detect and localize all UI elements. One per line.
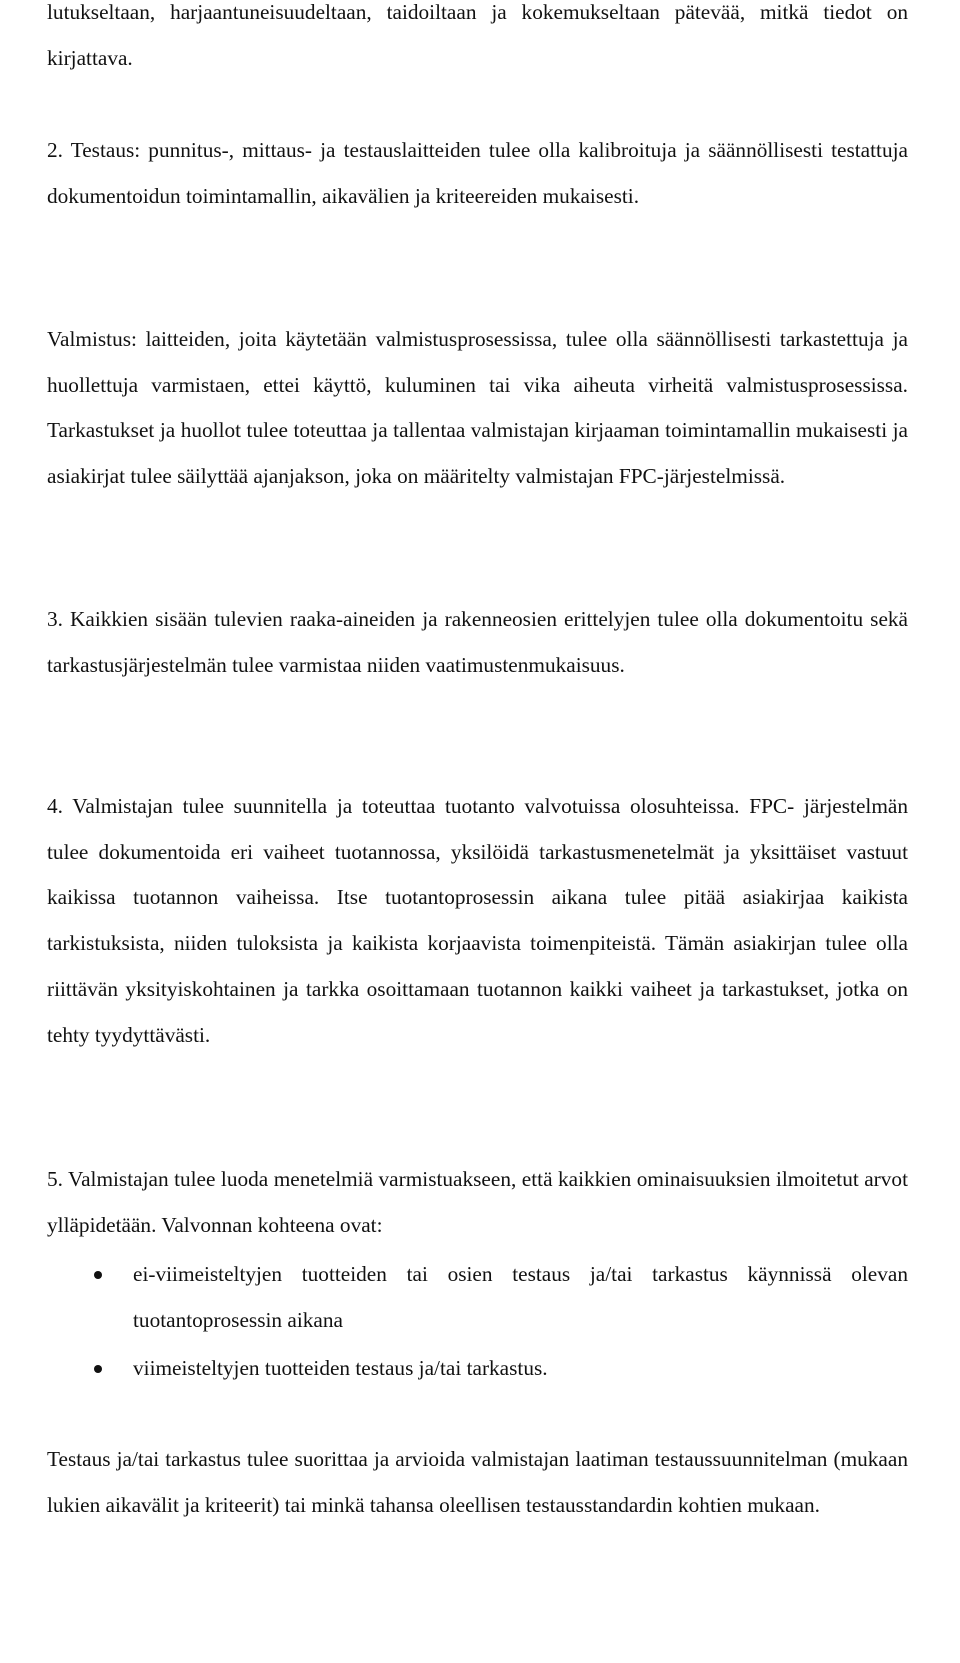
paragraph-closing: Testaus ja/tai tarkastus tulee suorittaa ja arvioida valmistajan laatiman testaussuunnitelman (mukaan lukien aikavälit ja kriteerit) tai minkä tahansa oleellisen testausstandardin kohtien mukaan. bbox=[47, 1447, 908, 1517]
paragraph-item-5: 5. Valmistajan tulee luoda menetelmiä varmistuakseen, että kaikkien ominaisuuksien ilmoitetut arvot ylläpidetään. Valvonnan kohteena ovat: bbox=[47, 1167, 908, 1237]
bullet-text: viimeisteltyjen tuotteiden testaus ja/tai tarkastus. bbox=[133, 1356, 548, 1380]
bullet-text: ei-viimeisteltyjen tuotteiden tai osien testaus ja/tai tarkastus käynnissä olevan tuotantoprosessin aikana bbox=[133, 1262, 908, 1332]
bullet-icon bbox=[94, 1365, 102, 1373]
paragraph-item-3: 3. Kaikkien sisään tulevien raaka-aineiden ja rakenneosien erittelyjen tulee olla dokumentoitu sekä tarkastusjärjestelmän tulee varmistaa niiden vaatimustenmukaisuus. bbox=[47, 607, 908, 677]
paragraph-continuation: lutukseltaan, harjaantuneisuudeltaan, taidoiltaan ja kokemukseltaan pätevää, mitkä tiedot on kirjattava. bbox=[47, 0, 908, 70]
bullet-icon bbox=[94, 1271, 102, 1279]
paragraph-item-2: 2. Testaus: punnitus-, mittaus- ja testauslaitteiden tulee olla kalibroituja ja säännöllisesti testattuja dokumentoidun toimintamallin, aikavälien ja kriteereiden mukaisesti. bbox=[47, 138, 908, 208]
paragraph-item-4: 4. Valmistajan tulee suunnitella ja toteuttaa tuotanto valvotuissa olosuhteissa. FPC- järjestelmän tulee dokumentoida eri vaiheet tuotannossa, yksilöidä tarkastusmenetelmät ja yksittäiset vastuut kaikissa tuotannon vaiheissa. Itse tuotantoprosessin aikana tulee pitää asiakirjaa kaikista tarkistuksista, niiden tuloksista ja kaikista korjaavista toimenpiteistä. Tämän asiakirjan tulee olla riittävän yksityiskohtainen ja tarkka osoittamaan tuotannon kaikki vaiheet ja tarkastukset, jotka on tehty tyydyttävästi. bbox=[47, 794, 908, 1047]
paragraph-valmistus: Valmistus: laitteiden, joita käytetään valmistusprosessissa, tulee olla säännöllisesti tarkastettuja ja huollettuja varmistaen, ettei käyttö, kuluminen tai vika aiheuta virheitä valmistusprosessissa. Tarkastukset ja huollot tulee toteuttaa ja tallentaa valmistajan kirjaaman toimintamallin mukaisesti ja asiakirjat tulee säilyttää ajanjakson, joka on määritelty valmistajan FPC-järjestelmissä. bbox=[47, 327, 908, 489]
